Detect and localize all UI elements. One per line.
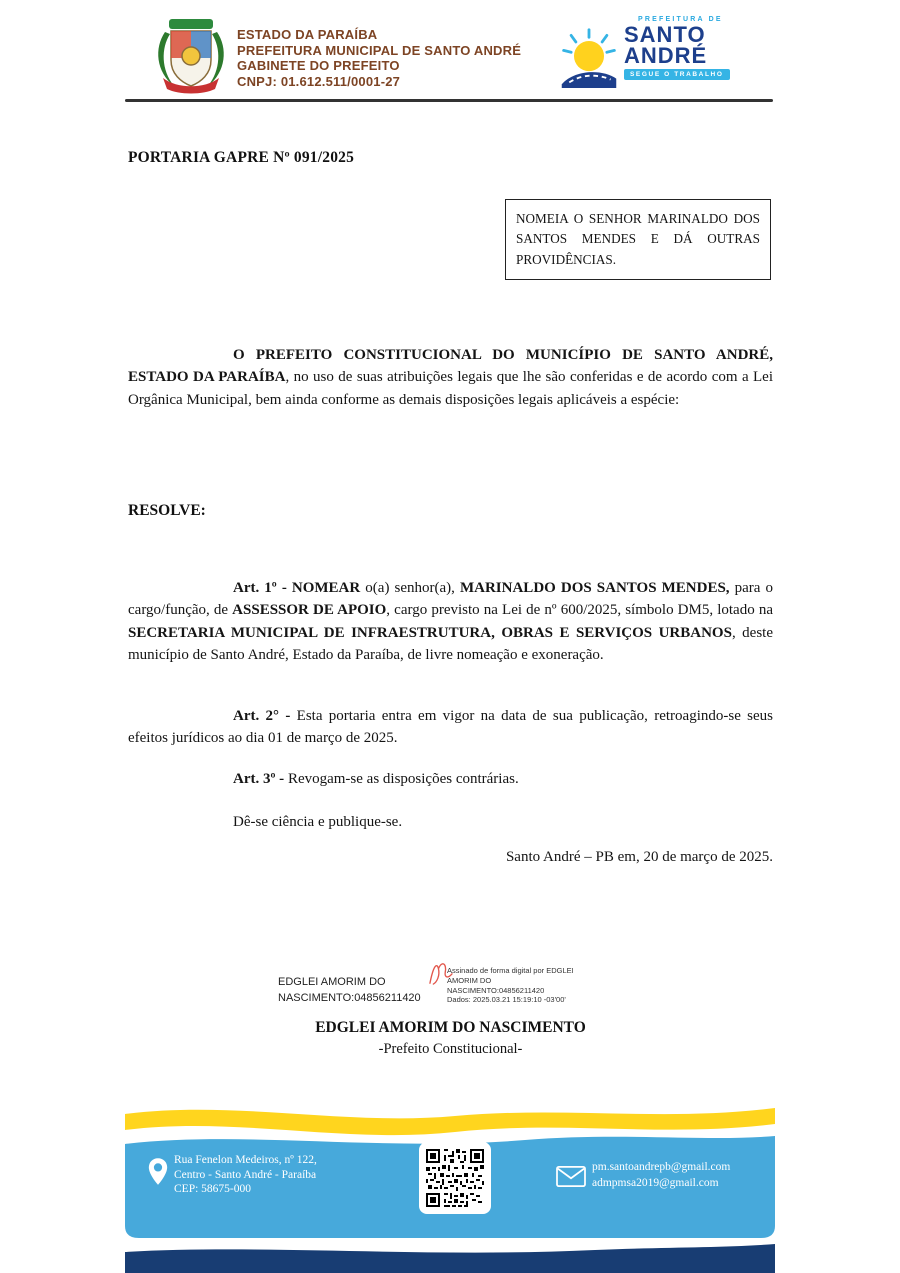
org-line-state: ESTADO DA PARAÍBA [237, 27, 378, 42]
signature-detail-line: AMORIM DO [447, 975, 492, 985]
header-divider [125, 99, 773, 102]
address-line: Rua Fenelon Medeiros, nº 122, [174, 1154, 317, 1166]
org-line-gabinete: GABINETE DO PREFEITO [237, 58, 400, 74]
digital-signature-name [278, 974, 421, 1006]
summary-box: NOMEIA O SENHOR MARINALDO DOS SANTOS MENDES E DÁ OUTRAS PROVIDÊNCIAS. [505, 199, 771, 280]
address-line: Centro - Santo André - Paraíba [174, 1168, 317, 1181]
signature-detail-line: Dados: 2025.03.21 15:19:10 -03'00' [447, 995, 566, 1005]
location-pin-icon [147, 1157, 169, 1192]
digital-signature-name-line: NASCIMENTO:04856211420 [278, 992, 421, 1004]
coat-of-arms-icon [150, 12, 232, 98]
brand-name-line1: SANTO [624, 22, 706, 47]
org-header [237, 27, 521, 89]
closing-line: Dê-se ciência e publique-se. [233, 814, 403, 830]
sun-road-icon [556, 26, 622, 93]
article-2: Art. 2° - Esta portaria entra em vigor na data de sua publicação, retroagindo-se seus efeitos jurídicos ao dia 01 de março de 2025. [128, 708, 774, 747]
article-3: Art. 3º - Revogam-se as disposições contrárias. [233, 771, 519, 787]
digital-signature-details [447, 966, 574, 1005]
signer-name: EDGLEI AMORIM DO NASCIMENTO [315, 1019, 586, 1036]
org-line-prefeitura: PREFEITURA MUNICIPAL DE SANTO ANDRÉ [237, 42, 522, 58]
email-line: pm.santoandrepb@gmail.com [592, 1161, 731, 1173]
envelope-icon [556, 1166, 586, 1192]
signature-detail-line: NASCIMENTO:04856211420 [447, 985, 545, 995]
brand-logo [556, 16, 730, 93]
footer-emails [592, 1160, 730, 1191]
page-title: PORTARIA GAPRE Nº 091/2025 [128, 149, 355, 166]
digital-signature-name-line: EDGLEI AMORIM DO [278, 976, 386, 988]
email-line: admpmsa2019@gmail.com [592, 1176, 719, 1189]
signer-title: -Prefeito Constitucional- [378, 1041, 523, 1057]
qr-code [419, 1142, 491, 1214]
article-1: Art. 1º - NOMEAR o(a) senhor(a), MARINALDO DOS SANTOS MENDES, para o cargo/função, de ASSESSOR DE APOIO, cargo previsto na Lei de nº 600/2025, símbolo DM5, lotado na SECRETARIA MUNICIPAL DE INFRAESTRUTURA, OBRAS E SERVIÇOS URBANOS, deste município de Santo André, Estado da Paraíba, de livre nomeação e exoneração. [128, 580, 774, 664]
brand-tagline: SEGUE O TRABALHO [624, 69, 730, 80]
address-line: CEP: 58675-000 [174, 1183, 251, 1196]
preamble-paragraph: O PREFEITO CONSTITUCIONAL DO MUNICÍPIO DE SANTO ANDRÉ, ESTADO DA PARAÍBA, no uso de suas atribuições legais que lhe são conferidas e de acordo com a Lei Orgânica Municipal, bem ainda conforme as demais disposições legais aplicáveis a espécie: [128, 347, 773, 408]
brand-text [624, 16, 730, 93]
resolve-heading: RESOLVE: [128, 502, 206, 519]
brand-name-line2: ANDRÉ [624, 43, 708, 68]
brand-pretitle: PREFEITURA DE [638, 16, 723, 23]
dateline: Santo André – PB em, 20 de março de 2025. [505, 849, 773, 865]
footer-address [174, 1153, 317, 1197]
signature-detail-line: Assinado de forma digital por EDGLEI [447, 966, 574, 975]
org-line-cnpj: CNPJ: 01.612.511/0001-27 [237, 73, 401, 89]
